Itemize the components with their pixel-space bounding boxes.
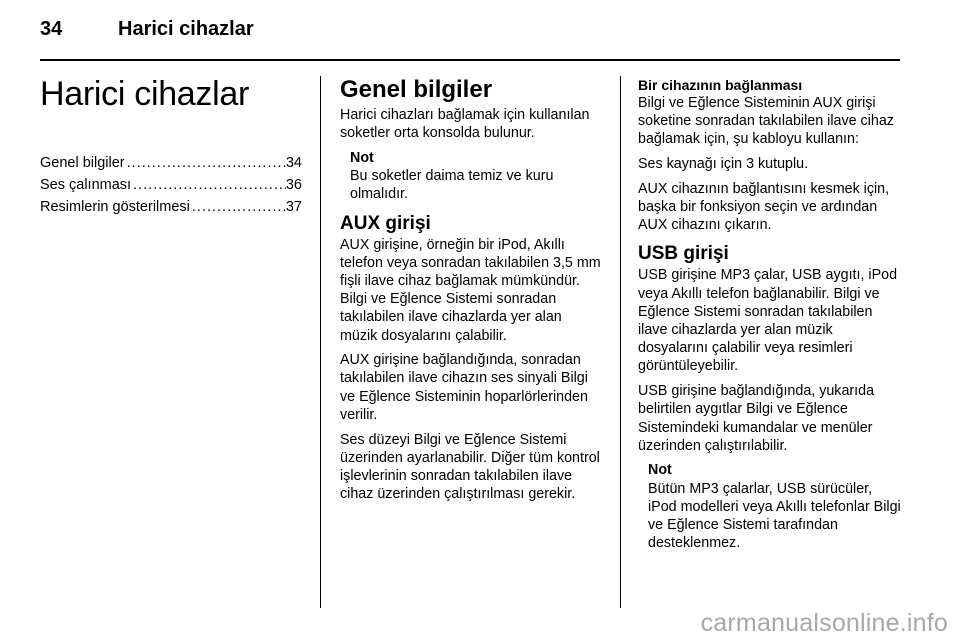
paragraph: AUX girişine bağlandığında, sonradan takılabilen ilave cihazın ses sinyali Bilgi ve Eğlence Sisteminin hoparlörlerinden verilir. (340, 352, 588, 423)
column-connect-usb (638, 72, 902, 558)
paragraph: USB girişine bağlandığında, yukarıda belirtilen aygıtlar Bilgi ve Eğlence Sistemindeki kumandalar ve menüler üzerinden çalıştırılabilir. (638, 383, 875, 454)
paragraph: Harici cihazları bağlamak için kullanılan soketler orta konsolda bulunur. (340, 107, 590, 142)
toc-label: Genel bilgiler (40, 155, 125, 171)
section-heading-aux: AUX girişi (340, 212, 431, 234)
paragraph: AUX cihazının bağlantısını kesmek için, başka bir fonksiyon seçin ve ardından AUX cihazını çıkarın. (638, 180, 890, 234)
paragraph: AUX girişine, örneğin bir iPod, Akıllı telefon veya sonradan takılabilen 3,5 mm fişli ilave cihaz bağlamak mümkündür. Bilgi ve Eğlence Sistemi sonradan takılabilen ilave cihazlarda yer alan müzik dosyalarını çalabilir. (340, 236, 601, 344)
note-box (638, 461, 902, 552)
toc-page-number: 36 (285, 177, 302, 193)
subheading-connect-device: Bir cihazının bağlanması (638, 77, 803, 93)
note-text: Bütün MP3 çalarlar, USB sürücüler, iPod modelleri veya Akıllı telefonlar Bilgi ve Eğlence Sistemi tarafından desteklenmez. (648, 480, 901, 552)
toc-page-number: 37 (285, 199, 302, 215)
paragraph: Ses düzeyi Bilgi ve Eğlence Sistemi üzerinden ayarlanabilir. Diğer tüm kontrol işlevlerinin sonradan takılabilen ilave cihaz üzerinden çalıştırılması gerekir. (340, 431, 600, 503)
toc-leader-dots (190, 196, 286, 218)
toc-item-genel-bilgiler[interactable] (40, 152, 302, 174)
toc-item-resimlerin-gosterilmesi[interactable] (40, 196, 302, 218)
page-number: 34 (40, 18, 63, 40)
column-divider-2 (620, 76, 621, 608)
note-text: Bu soketler daima temiz ve kuru olmalıdır. (350, 168, 554, 203)
watermark: carmanualsonline.info (700, 609, 948, 637)
paragraph: Bilgi ve Eğlence Sisteminin AUX girişi soketine sonradan takılabilen ilave cihaz bağlamak için, şu kabloyu kullanın: (638, 95, 894, 148)
toc-page-number: 34 (285, 155, 302, 171)
note-box (340, 149, 602, 204)
column-divider-1 (320, 76, 321, 608)
toc-leader-dots (125, 152, 286, 174)
table-of-contents (40, 152, 302, 218)
header-rule (40, 59, 900, 61)
toc-leader-dots (131, 174, 286, 196)
section-heading-general: Genel bilgiler (340, 76, 493, 103)
paragraph: USB girişine MP3 çalar, USB aygıtı, iPod veya Akıllı telefon bağlanabilir. Bilgi ve Eğlence Sistemi sonradan takılabilen ilave cihazlarda yer alan müzik dosyalarını çalabilir veya resimleri görüntüleyebilir. (638, 267, 898, 375)
chapter-title: Harici cihazlar (40, 75, 249, 113)
toc-item-ses-calinmasi[interactable] (40, 174, 302, 196)
note-label: Not (648, 462, 672, 479)
section-heading-usb: USB girişi (638, 243, 729, 265)
note-label: Not (350, 149, 374, 166)
column-toc (40, 72, 302, 218)
paragraph: Ses kaynağı için 3 kutuplu. (638, 156, 809, 173)
toc-label: Resimlerin gösterilmesi (40, 199, 190, 215)
toc-label: Ses çalınması (40, 177, 132, 193)
running-header-title: Harici cihazlar (118, 18, 254, 40)
column-general-aux (340, 72, 602, 510)
